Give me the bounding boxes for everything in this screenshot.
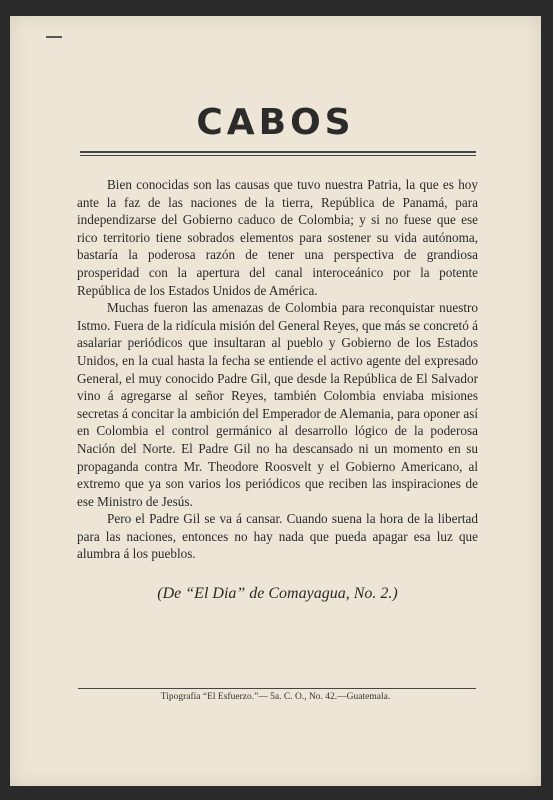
corner-mark [46, 36, 62, 38]
document-title: CABOS [196, 102, 355, 143]
document-body [77, 176, 478, 603]
title-rule-thick [80, 151, 476, 153]
paragraph-3: Pero el Padre Gil se va á cansar. Cuando suena la hora de la libertad para las naciones, entonces no hay nada que pueda apagar esa luz que alumbra á los pueblos. [77, 511, 478, 562]
paragraph-1: Bien conocidas son las causas que tuvo nuestra Patria, la que es hoy ante la faz de las naciones de la tierra, República de Panamá, para independizarse del Gobierno caduco de Colombia; y si no fuese que ese rico territorio tiene sobrados elementos para sostener su vida autónoma, bastaría la poderosa razón de tener una perspectiva de grandiosa prosperidad con la apertura del canal interoceánico por la potente República de los Estados Unidos de América. [77, 177, 478, 298]
document-page [10, 16, 541, 786]
source-citation: (De “El Dia” de Comayagua, No. 2.) [157, 585, 398, 603]
paragraph-2: Muchas fueron las amenazas de Colombia para reconquistar nuestro Istmo. Fuera de la ridícula misión del General Reyes, que más se concretó á asalariar periódicos que insultaran al pueblo y Gobierno de los Estados Unidos, en la cual hasta la fecha se entiende el activo agente del expresado General, el muy conocido Padre Gil, que desde la República de El Salvador vino á agregarse al señor Reyes, también Colombia enviaba misiones secretas á concitar la ambición del Emperador de Alemania, para oponer así en Colombia el control germánico al desarrollo lógico de la poderosa Nación del Norte. El Padre Gil no ha descansado ni un momento en su propaganda contra Mr. Theodore Roosvelt y el Gobierno Americano, al extremo que ya son varios los periódicos que reciben las inspiraciones de ese Ministro de Jesús. [77, 300, 478, 509]
printer-footer: Tipografía “El Esfuerzo.”— 5a. C. O., No. 42.—Guatemala. [160, 692, 391, 702]
footer-rule [78, 688, 476, 689]
title-rule-thin [80, 155, 476, 156]
